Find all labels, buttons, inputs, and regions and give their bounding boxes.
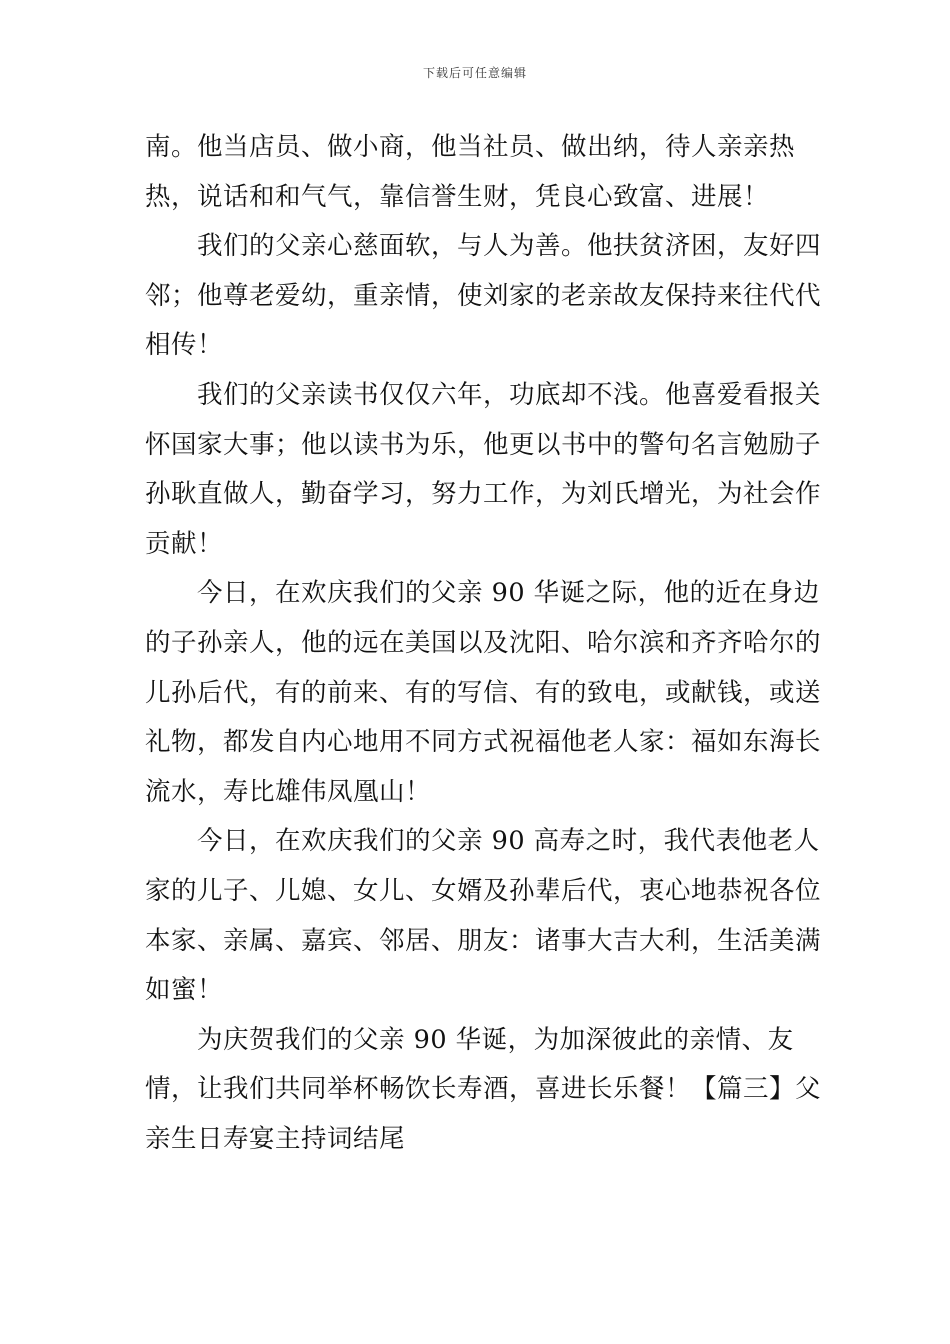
paragraph-2: 我们的父亲心慈面软，与人为善。他扶贫济困，友好四邻；他尊老爱幼，重亲情，使刘家的老亲故友保持来往代代相传！ <box>145 231 822 361</box>
paragraph-1: 南。他当店员、做小商，他当社员、做出纳，待人亲亲热热，说话和和气气，靠信誉生财，凭良心致富、进展！ <box>145 132 796 212</box>
header-note: 下载后可任意编辑 <box>422 66 527 80</box>
body-text <box>145 123 825 1164</box>
paragraph-3: 我们的父亲读书仅仅六年，功底却不浅。他喜爱看报关怀国家大事；他以读书为乐，他更以书中的警句名言勉励子孙耿直做人，勤奋学习，努力工作，为刘氏增光，为社会作贡献！ <box>145 379 822 559</box>
paragraph-5: 今日，在欢庆我们的父亲 90 高寿之时，我代表他老人家的儿子、儿媳、女儿、女婿及孙辈后代，衷心地恭祝各位本家、亲属、嘉宾、邻居、朋友：诸事大吉大利，生活美满如蜜！ <box>145 826 822 1006</box>
paragraph-6: 为庆贺我们的父亲 90 华诞，为加深彼此的亲情、友情，让我们共同举杯畅饮长寿酒，喜进长乐餐！【篇三】父亲生日寿宴主持词结尾 <box>145 1024 822 1154</box>
paragraph-4: 今日，在欢庆我们的父亲 90 华诞之际，他的近在身边的子孙亲人，他的远在美国以及沈阳、哈尔滨和齐齐哈尔的儿孙后代，有的前来、有的写信、有的致电，或献钱，或送礼物，都发自内心地用不同方式祝福他老人家：福如东海长流水，寿比雄伟凤凰山！ <box>145 578 822 807</box>
